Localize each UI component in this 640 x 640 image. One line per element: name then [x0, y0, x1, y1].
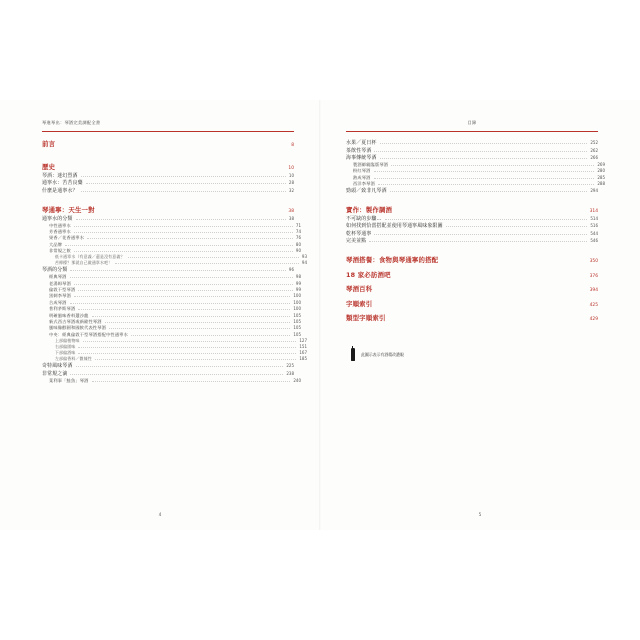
toc-spacer: [42, 194, 294, 200]
toc-leader-dots: [74, 225, 293, 227]
toc-entry-page: 94: [301, 260, 307, 266]
toc-leader-dots: [74, 250, 293, 252]
toc-leader-dots: [81, 175, 286, 177]
toc-entry-page: 280: [597, 168, 605, 174]
toc-entry-page: 185: [299, 356, 307, 362]
toc-entry[interactable]: [42, 236, 301, 241]
toc-entry-label: 經典琴酒: [49, 274, 67, 280]
left-folio: 4: [158, 513, 162, 518]
toc-entry-label: 粉紅琴酒: [353, 168, 371, 174]
toc-entry[interactable]: [42, 261, 307, 266]
toc-leader-dots: [98, 211, 286, 212]
toc-entry[interactable]: [42, 230, 301, 235]
toc-entry-label: 琴酒搭餐：食物與琴通寧的搭配: [346, 256, 439, 265]
toc-entry-page: 151: [299, 343, 307, 349]
toc-entry-page: 10: [288, 172, 294, 178]
toc-entry[interactable]: [42, 294, 301, 299]
toc-leader-dots: [95, 358, 297, 360]
toc-leader-dots: [389, 319, 587, 320]
toc-entry[interactable]: [42, 282, 301, 287]
toc-entry-page: 105: [293, 325, 301, 331]
toc-entry-page: 240: [293, 377, 301, 383]
toc-entry-page: 514: [590, 215, 598, 221]
toc-leader-dots: [391, 164, 594, 166]
toc-entry-page: 225: [286, 363, 294, 369]
toc-entry-label: 通寧水的分類: [42, 215, 73, 222]
toc-leader-dots: [70, 373, 283, 375]
book-spread: [0, 100, 640, 530]
toc-entry-page: 100: [293, 306, 301, 312]
toc-entry[interactable]: [42, 333, 301, 338]
toc-entry-label: 黑刺李琴酒: [49, 293, 71, 299]
toc-entry-page: 105: [293, 312, 301, 318]
toc-entry-label: 奇特風味琴酒: [42, 363, 73, 370]
toc-leader-dots: [81, 190, 286, 192]
toc-entry[interactable]: [42, 217, 294, 222]
toc-entry-label: 合成琴酒: [49, 299, 67, 305]
toc-entry-label: 倫敦干型琴酒: [49, 287, 76, 293]
toc-entry-label: 茶飲性琴酒: [346, 147, 372, 154]
toc-leader-dots: [74, 231, 293, 233]
toc-entry[interactable]: [346, 141, 598, 146]
toc-leader-dots: [390, 190, 588, 192]
toc-entry-label: 不可缺的步驟…: [346, 215, 382, 222]
book-gutter: [319, 100, 321, 530]
toc-entry[interactable]: [346, 169, 605, 174]
toc-entry[interactable]: [42, 314, 301, 319]
toc-entry-page: 350: [589, 259, 598, 265]
toc-entry[interactable]: [346, 163, 605, 168]
toc-entry-label: 前言: [42, 140, 56, 148]
legend-note-text: 此圖示表示有酒精改濃眼: [361, 351, 404, 357]
toc-leader-dots: [86, 182, 286, 184]
toc-leader-dots: [76, 218, 286, 220]
toc-entry[interactable]: [42, 249, 301, 254]
toc-entry-page: 38: [288, 215, 294, 221]
toc-entry-page: 74: [295, 229, 301, 234]
toc-entry-label: 琴酒百科: [346, 285, 373, 294]
toc-entry-page: 314: [589, 208, 598, 214]
toc-entry[interactable]: [42, 357, 307, 362]
toc-leader-dots: [128, 256, 299, 258]
toc-entry-page: 98: [295, 274, 301, 280]
toc-entry-label: 右部偏園味: [55, 343, 76, 349]
toc-entry[interactable]: [42, 224, 301, 229]
right-rule: [346, 131, 598, 132]
toc-entry-label: 大品牌: [49, 241, 63, 247]
toc-entry-label: 上部偏植物味: [55, 337, 80, 343]
toc-entry-label: 製酒師親臨版琴酒: [353, 161, 389, 167]
left-page: [0, 100, 320, 530]
toc-entry[interactable]: [346, 315, 598, 322]
toc-entry-label: 中央：經典倫敦干型琴酒搭配中性通寧水: [49, 331, 128, 337]
toc-leader-dots: [369, 240, 587, 242]
toc-leader-dots: [83, 340, 297, 342]
toc-entry-page: 10: [288, 165, 294, 171]
toc-leader-dots: [58, 145, 288, 146]
toc-entry-label: 明確風味香料選沙龍: [49, 312, 89, 318]
toc-entry-page: 127: [299, 337, 307, 343]
toc-leader-dots: [74, 295, 290, 297]
left-rule: [42, 131, 294, 132]
toc-entry[interactable]: [42, 288, 301, 293]
toc-entry-page: 105: [293, 318, 301, 324]
toc-leader-dots: [375, 290, 586, 291]
toc-entry-page: 285: [597, 174, 605, 180]
toc-entry[interactable]: [42, 351, 307, 356]
toc-entry[interactable]: [42, 345, 307, 350]
toc-leader-dots: [378, 183, 594, 185]
toc-entry[interactable]: [42, 207, 294, 214]
toc-entry-page: 80: [295, 241, 301, 247]
toc-entry-page: 38: [288, 208, 294, 214]
toc-entry-page: 100: [293, 293, 301, 299]
toc-leader-dots: [78, 352, 296, 354]
toc-entry[interactable]: [346, 207, 598, 214]
toc-entry-label: 普利茅斯琴酒: [49, 306, 76, 312]
toc-entry[interactable]: [42, 275, 301, 280]
toc-entry[interactable]: [42, 320, 301, 325]
toc-entry-label: 琴酒的分類: [42, 267, 68, 274]
toc-entry-label: 非常規之滴: [42, 370, 68, 377]
toc-entry-label: 通寧水：苦苦良藥: [42, 180, 83, 187]
toc-leader-dots: [92, 315, 291, 317]
toc-entry-page: 544: [590, 230, 598, 236]
toc-spacer: [42, 151, 294, 157]
toc-entry[interactable]: [346, 156, 598, 161]
toc-leader-dots: [374, 170, 595, 172]
toc-entry-page: 71: [295, 222, 301, 228]
toc-entry-page: 294: [590, 188, 598, 194]
toc-entry-label: 歷史: [42, 162, 56, 171]
bottle-icon: [348, 348, 357, 361]
toc-spacer: [346, 194, 598, 200]
left-toc-list: [42, 140, 307, 383]
toc-leader-dots: [78, 346, 296, 348]
toc-entry-page: 238: [286, 370, 294, 376]
toc-entry-label: 苦檸檬？那就自己做通寧水吧！: [55, 260, 113, 266]
toc-entry-label: 熱成琴酒: [353, 174, 371, 180]
toc-entry[interactable]: [346, 182, 605, 187]
toc-leader-dots: [92, 380, 291, 382]
toc-entry-label: 果香／花香通寧水: [49, 235, 85, 241]
toc-entry-page: 99: [295, 287, 301, 293]
toc-entry[interactable]: [346, 286, 598, 293]
toc-entry-page: 28: [288, 180, 294, 186]
toc-entry-page: 425: [589, 302, 598, 308]
toc-spacer: [346, 244, 598, 250]
toc-entry-label: 中性通寧水: [49, 222, 71, 228]
toc-leader-dots: [109, 327, 290, 329]
toc-entry-page: 8: [291, 143, 294, 148]
toc-leader-dots: [70, 276, 293, 278]
toc-leader-dots: [395, 211, 586, 212]
toc-entry-page: 394: [589, 288, 598, 294]
toc-entry[interactable]: [42, 181, 294, 186]
toc-entry-page: 262: [590, 147, 598, 153]
toc-leader-dots: [105, 321, 291, 323]
toc-entry-label: 乾杯琴通寧: [346, 230, 372, 237]
toc-entry-page: 105: [293, 331, 301, 337]
toc-entry[interactable]: [42, 301, 301, 306]
toc-entry-page: 266: [590, 155, 598, 160]
toc-entry[interactable]: [42, 174, 294, 179]
toc-leader-dots: [374, 177, 595, 179]
toc-leader-dots: [375, 305, 586, 306]
toc-entry-page: 269: [597, 161, 605, 167]
toc-leader-dots: [87, 237, 293, 239]
toc-leader-dots: [380, 157, 588, 159]
legend-note: [346, 348, 598, 361]
toc-entry-label: 類型字順索引: [346, 314, 386, 322]
toc-entry-label: 西洋李琴酒: [353, 180, 375, 186]
toc-entry[interactable]: [42, 268, 294, 273]
toc-leader-dots: [74, 283, 293, 285]
toc-entry[interactable]: [42, 243, 301, 248]
toc-entry[interactable]: [42, 141, 294, 148]
toc-entry[interactable]: [42, 364, 294, 369]
toc-leader-dots: [76, 365, 284, 367]
toc-entry[interactable]: [346, 272, 598, 279]
toc-entry-page: 90: [295, 248, 301, 254]
toc-leader-dots: [441, 261, 586, 262]
toc-entry-label: 芳香通寧水: [49, 229, 71, 234]
toc-entry-page: 376: [589, 273, 598, 279]
toc-leader-dots: [78, 308, 290, 310]
toc-entry-label: 新式西古琴酒或新歐性琴酒: [49, 318, 102, 324]
toc-entry-label: 完美並點: [346, 238, 367, 245]
toc-entry-page: 100: [293, 299, 301, 305]
toc-entry[interactable]: [42, 255, 307, 260]
toc-entry[interactable]: [42, 379, 301, 384]
toc-leader-dots: [78, 289, 293, 291]
right-running-head: 目錄: [467, 120, 477, 125]
toc-entry-label: 非常規之飲: [49, 248, 71, 254]
toc-entry[interactable]: [42, 307, 301, 312]
toc-entry-page: 96: [288, 267, 294, 273]
toc-entry[interactable]: [346, 301, 598, 308]
toc-entry-label: 實作：製作調酒: [346, 205, 393, 214]
right-folio: 5: [478, 513, 482, 518]
toc-entry-page: 546: [590, 238, 598, 244]
toc-entry-label: 勁頭／致非凡琴酒: [346, 188, 387, 195]
right-page: [320, 100, 640, 530]
toc-entry[interactable]: [346, 149, 598, 154]
toc-entry-page: 93: [301, 254, 307, 260]
toc-entry-label: 字順索引: [346, 299, 373, 308]
toc-leader-dots: [65, 244, 293, 246]
toc-entry[interactable]: [346, 217, 598, 222]
toc-entry-label: 18 家必訪酒吧: [346, 270, 391, 279]
toc-entry-label: 琴酒：迷幻烈酒: [42, 172, 78, 179]
toc-leader-dots: [70, 302, 291, 304]
toc-entry-page: 32: [288, 187, 294, 193]
toc-leader-dots: [380, 142, 588, 144]
toc-entry-page: 76: [295, 235, 301, 241]
toc-leader-dots: [131, 334, 290, 336]
toc-entry-label: 萊利事「鮭魚」琴酒: [49, 377, 89, 383]
toc-leader-dots: [115, 262, 299, 264]
toc-entry-page: 167: [299, 350, 307, 356]
toc-entry-label: 左部偏香料／微辣性: [55, 356, 92, 362]
toc-entry-page: 429: [589, 317, 598, 322]
toc-entry-page: 288: [597, 180, 605, 186]
toc-entry-label: 海事傳統琴酒: [346, 155, 377, 161]
toc-leader-dots: [446, 225, 588, 227]
toc-entry-label: 如何找到恰當搭配並使用琴通寧風味象限圖: [346, 223, 443, 230]
toc-entry-label: 下部偏酒味: [55, 350, 76, 356]
toc-leader-dots: [394, 276, 587, 277]
toc-entry[interactable]: [42, 372, 294, 377]
toc-leader-dots: [58, 168, 285, 169]
toc-leader-dots: [70, 269, 285, 271]
toc-entry-label: 什麼是通寧水？: [42, 187, 78, 194]
toc-entry-label: 水果／夏日杯: [346, 140, 377, 146]
toc-leader-dots: [385, 218, 588, 220]
toc-entry[interactable]: [346, 224, 598, 229]
toc-entry-page: 99: [295, 280, 301, 286]
toc-entry-label: 低卡通寧水（有意義／還是沒有意義？: [55, 254, 125, 260]
toc-entry[interactable]: [346, 176, 605, 181]
toc-leader-dots: [374, 233, 587, 235]
toc-entry[interactable]: [42, 164, 294, 171]
toc-entry-page: 252: [590, 140, 598, 145]
toc-entry[interactable]: [346, 257, 598, 264]
left-running-head: 琴進琴出：琴酒完美調配全書: [42, 120, 101, 125]
toc-entry-label: 風味像醇圓和國飲代表性琴酒: [49, 325, 107, 331]
right-toc-list: [346, 140, 605, 322]
toc-entry-label: 老湯姆琴酒: [49, 280, 71, 286]
toc-entry[interactable]: [42, 339, 307, 344]
toc-entry[interactable]: [346, 232, 598, 237]
toc-entry-label: 琴通寧：天生一對: [42, 205, 95, 214]
toc-entry-page: 516: [590, 223, 598, 229]
toc-entry[interactable]: [42, 326, 301, 331]
toc-leader-dots: [374, 150, 587, 152]
